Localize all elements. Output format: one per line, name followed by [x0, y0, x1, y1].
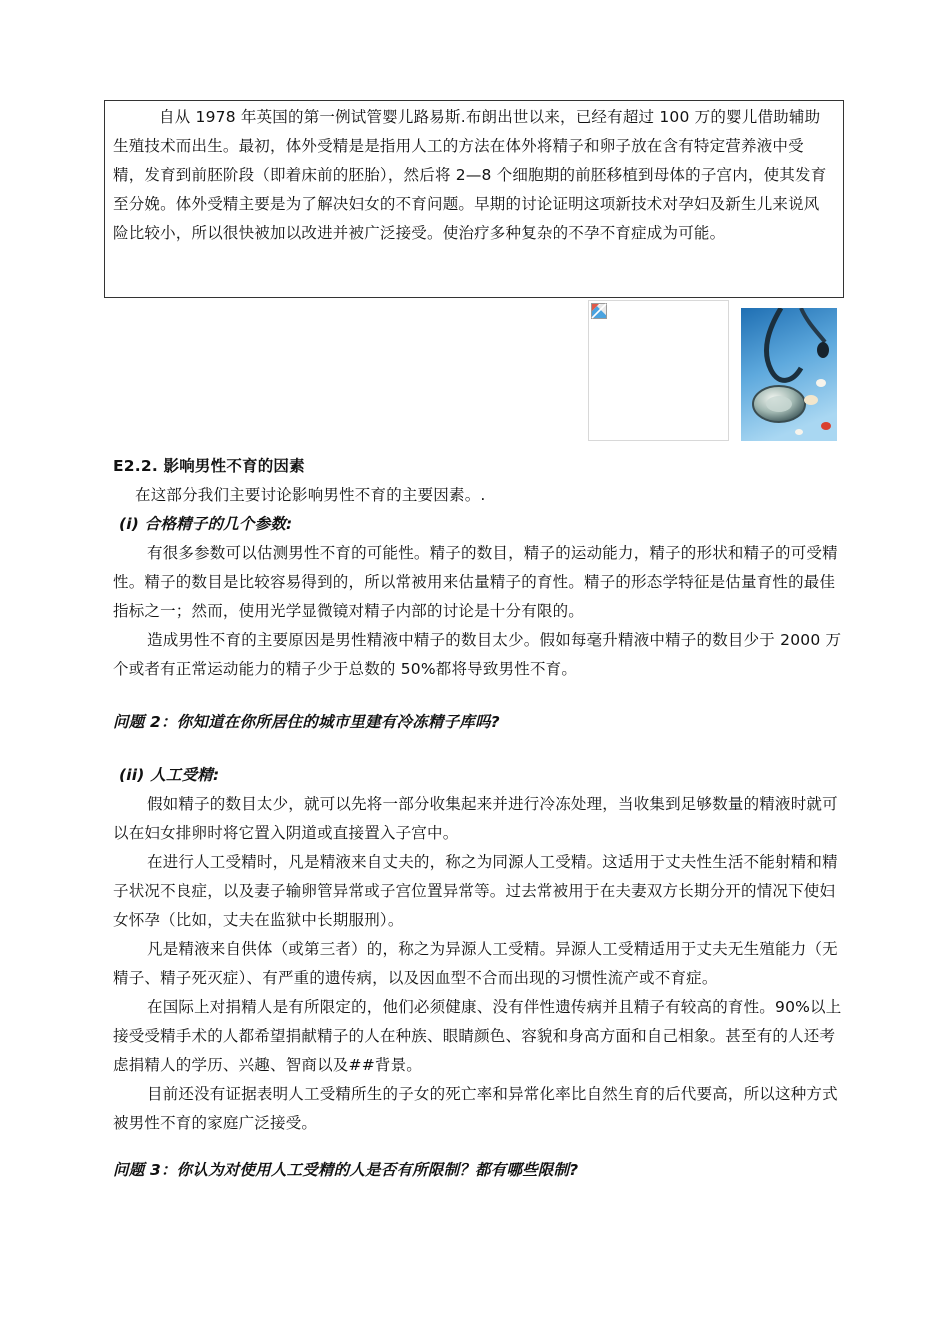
section-lead: 在这部分我们主要讨论影响男性不育的主要因素。.: [135, 486, 486, 504]
question-3: 问题 3：你认为对使用人工受精的人是否有所限制？都有哪些限制?: [113, 1161, 579, 1179]
part2-heading: (ii) 人工受精:: [119, 766, 220, 784]
stethoscope-pills-photo: [741, 308, 837, 441]
part1-paragraph: 有很多参数可以估测男性不育的可能性。精子的数目，精子的运动能力，精子的形状和精子的可受精性。精子的数目是比较容易得到的，所以常被用来估量精子的育性。精子的形态学特征是估量育性的最佳指标之一；然而，使用光学显微镜对精子内部的讨论是十分有限的。: [113, 544, 838, 620]
main-content: [113, 452, 843, 1185]
intro-text-box: [104, 100, 844, 298]
part2-paragraph: 在国际上对捐精人是有所限定的，他们必须健康、没有伴性遗传病并且精子有较高的育性。90%以上接受受精手术的人都希望捐献精子的人在种族、眼睛颜色、容貌和身高方面和自己相象。甚至有的人还考虑捐精人的学历、兴趣、智商以及##背景。: [113, 998, 842, 1074]
broken-image-placeholder: [588, 300, 729, 441]
intro-paragraph: 自从 1978 年英国的第一例试管婴儿路易斯.布朗出世以来，已经有超过 100 万的婴儿借助辅助生殖技术而出生。最初，体外受精是是指用人工的方法在体外将精子和卵子放在含有特定营养液中受精，发育到前胚阶段（即着床前的胚胎），然后将 2—8 个细胞期的前胚移植到母体的子宫内，使其发育至分娩。体外受精主要是为了解决妇女的不育问题。早期的讨论证明这项新技术对孕妇及新生儿来说风险比较小，所以很快被加以改进并被广泛接受。使治疗多种复杂的不孕不育症成为可能。: [113, 108, 827, 242]
stethoscope-image: [741, 308, 837, 441]
part2-paragraph: 在进行人工受精时，凡是精液来自丈夫的，称之为同源人工受精。这适用于丈夫性生活不能射精和精子状况不良症，以及妻子输卵管异常或子宫位置异常等。过去常被用于在夫妻双方长期分开的情况下使妇女怀孕（比如，丈夫在监狱中长期服刑）。: [113, 853, 838, 929]
part1-paragraph: 造成男性不育的主要原因是男性精液中精子的数目太少。假如每毫升精液中精子的数目少于 2000 万个或者有正常运动能力的精子少于总数的 50%都将导致男性不育。: [113, 631, 842, 678]
broken-image-icon: [591, 303, 607, 319]
part2-paragraph: 目前还没有证据表明人工受精所生的子女的死亡率和异常化率比自然生育的后代要高，所以这种方式被男性不育的家庭广泛接受。: [113, 1085, 838, 1132]
part2-paragraph: 假如精子的数目太少，就可以先将一部分收集起来并进行冷冻处理，当收集到足够数量的精液时就可以在妇女排卵时将它置入阴道或直接置入子宫中。: [113, 795, 838, 842]
question-2: 问题 2：你知道在你所居住的城市里建有冷冻精子库吗?: [113, 713, 500, 731]
part2-paragraph: 凡是精液来自供体（或第三者）的，称之为异源人工受精。异源人工受精适用于丈夫无生殖能力（无精子、精子死灭症）、有严重的遗传病，以及因血型不合而出现的习惯性流产或不育症。: [113, 940, 838, 987]
part1-heading: (i) 合格精子的几个参数:: [119, 515, 293, 533]
section-title: E2.2. 影响男性不育的因素: [113, 457, 305, 475]
